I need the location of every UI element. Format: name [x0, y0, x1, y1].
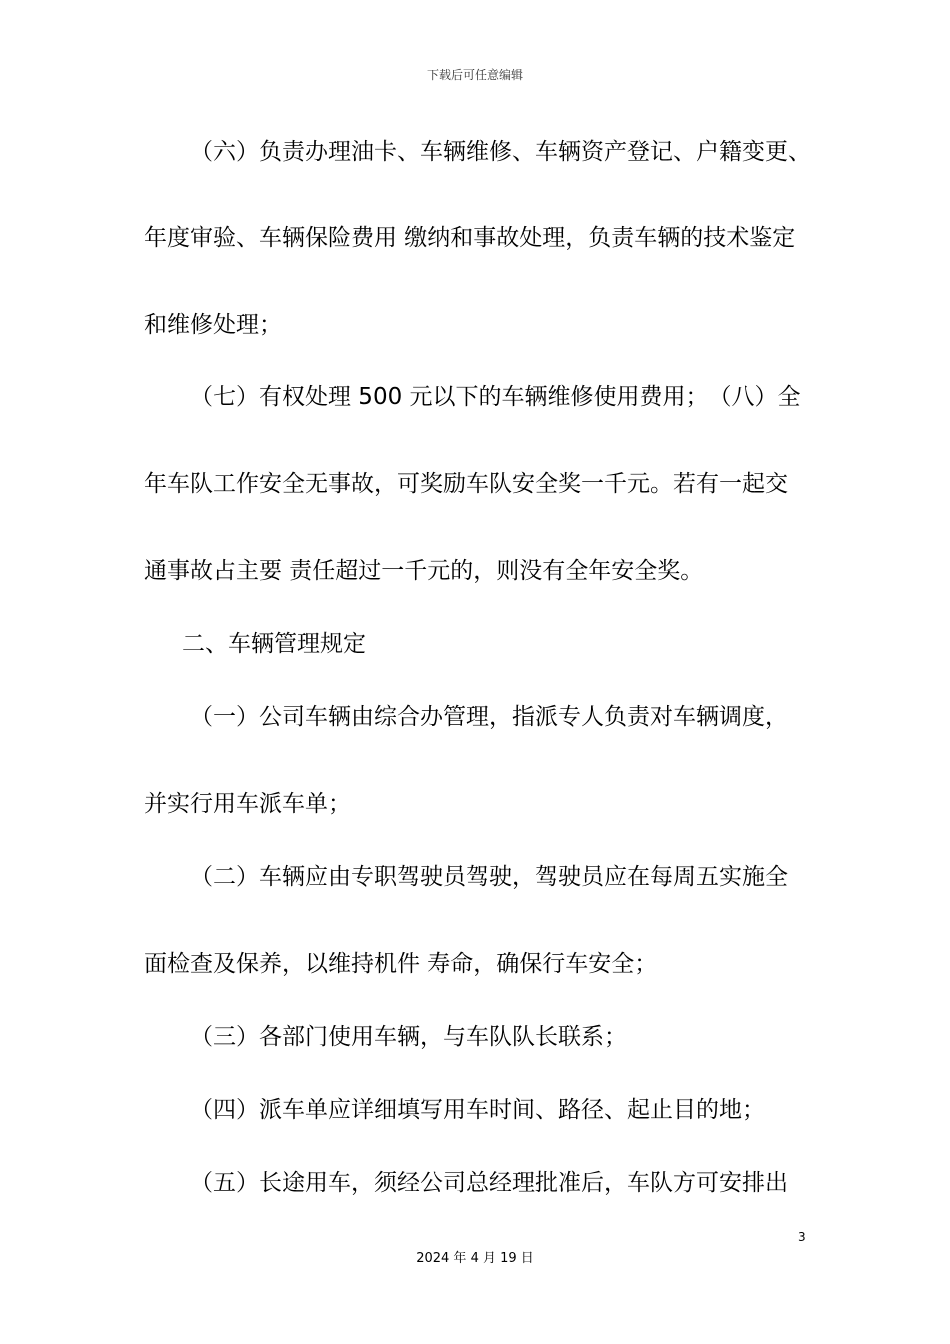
- paragraph-line: （五）长途用车，须经公司总经理批准后，车队方可安排出: [190, 1170, 788, 1196]
- paragraph-line: 和维修处理；: [144, 312, 282, 338]
- paragraph-line: 面检查及保养，以维持机件 寿命，确保行车安全；: [144, 951, 658, 977]
- paragraph-line: （二）车辆应由专职驾驶员驾驶，驾驶员应在每周五实施全: [190, 864, 788, 890]
- section-heading: 二、车辆管理规定: [182, 631, 366, 657]
- paragraph-line: 通事故占主要 责任超过一千元的，则没有全年安全奖。: [144, 558, 704, 584]
- paragraph-line: 年度审验、车辆保险费用 缴纳和事故处理，负责车辆的技术鉴定: [144, 225, 796, 251]
- footer-date: 2024 年 4 月 19 日: [416, 1251, 534, 1266]
- page-header: 下载后可任意编辑: [426, 68, 523, 82]
- paragraph-line: 并实行用车派车单；: [144, 791, 351, 817]
- page-number: 3: [798, 1230, 806, 1244]
- paragraph-line: （一）公司车辆由综合办管理，指派专人负责对车辆调度，: [190, 704, 788, 730]
- paragraph-line: 年车队工作安全无事故，可奖励车队安全奖一千元。若有一起交: [144, 471, 788, 497]
- paragraph-line: （四）派车单应详细填写用车时间、路径、起止目的地；: [190, 1097, 765, 1123]
- paragraph-line: （三）各部门使用车辆，与车队队长联系；: [190, 1024, 627, 1050]
- paragraph-line: （七）有权处理 500 元以下的车辆维修使用费用； （八）全: [190, 384, 801, 410]
- paragraph-line: （六）负责办理油卡、车辆维修、车辆资产登记、户籍变更、: [190, 139, 811, 165]
